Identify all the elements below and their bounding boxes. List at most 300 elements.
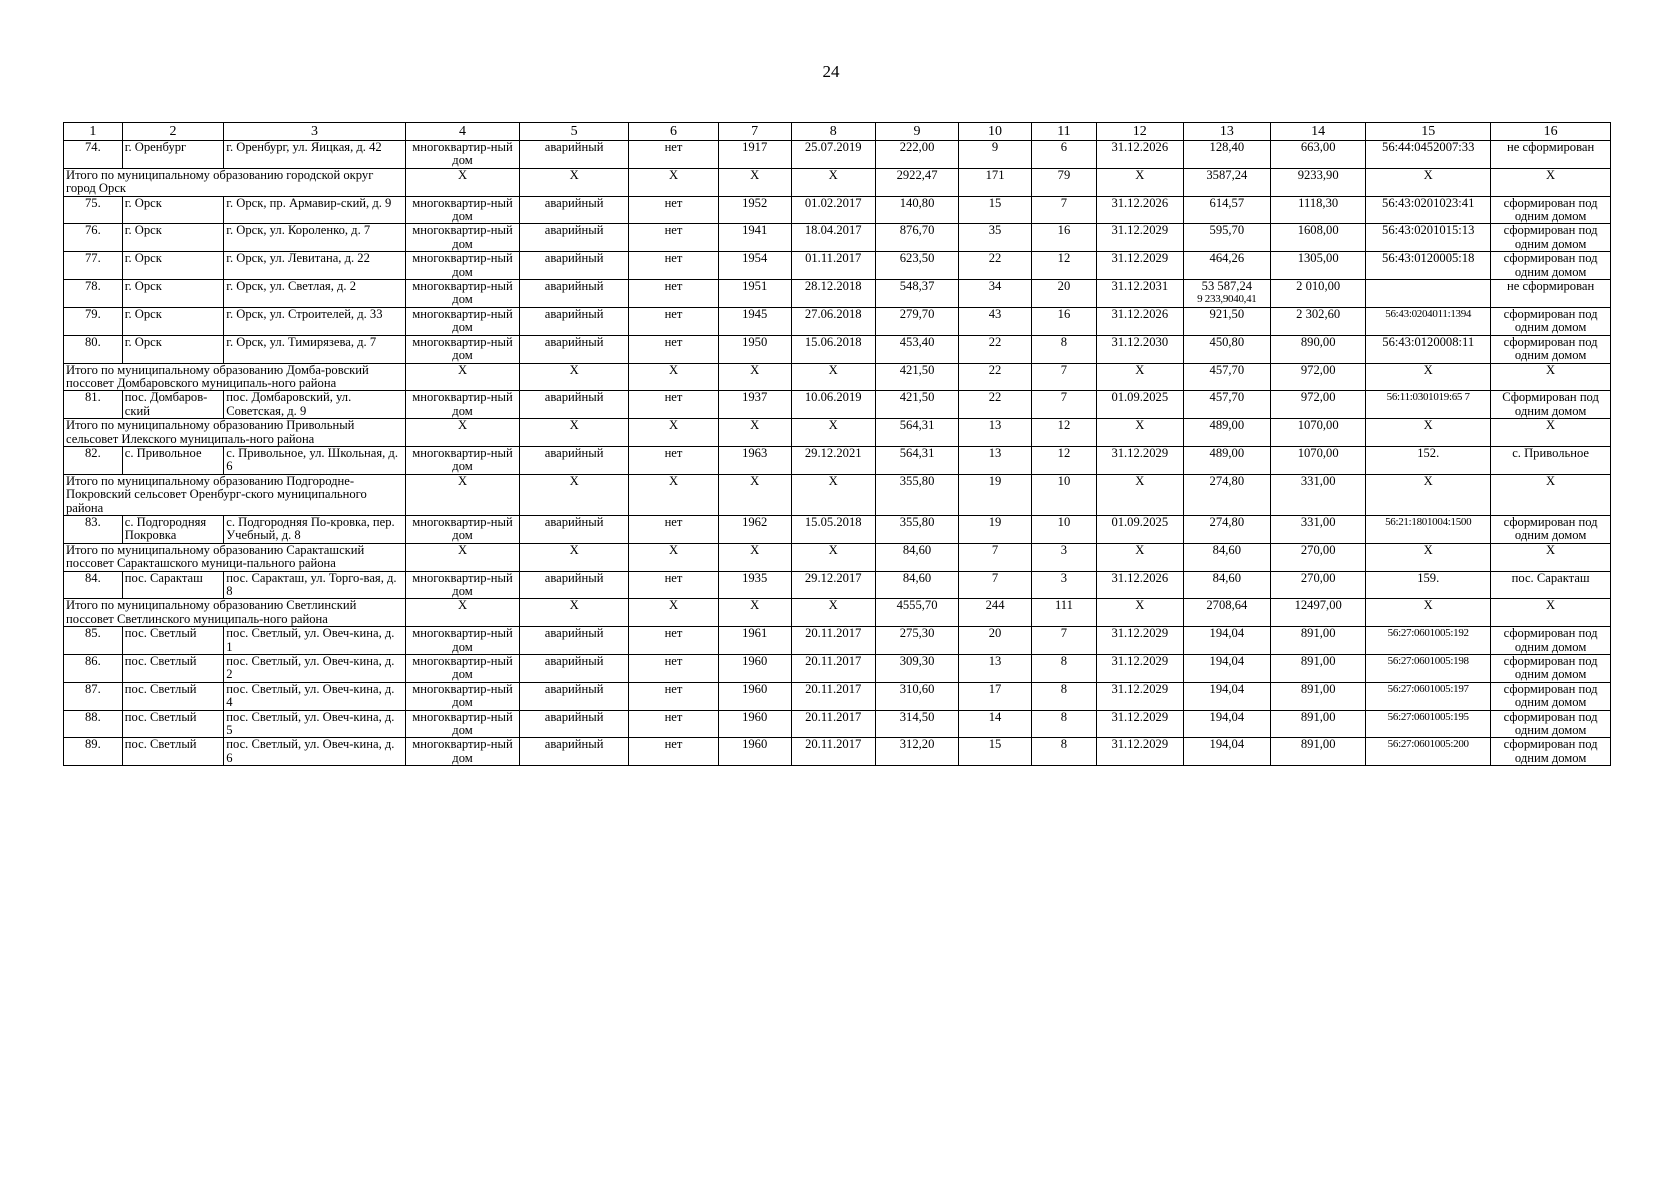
- table-cell: 7: [959, 543, 1032, 571]
- address-cell: пос. Светлый, ул. Овеч-кина, д. 2: [224, 655, 406, 683]
- header-cell: 12: [1097, 123, 1184, 141]
- settlement-cell: пос. Светлый: [122, 710, 223, 738]
- land-status-cell: сформирован под одним домом: [1491, 627, 1611, 655]
- table-cell: [1183, 571, 1271, 599]
- house-type-cell: многоквартир-ный дом: [405, 571, 519, 599]
- table-cell: 13: [959, 655, 1032, 683]
- cadastral-cell: 56:27:0601005:200: [1366, 738, 1491, 766]
- table-cell: 7: [1031, 627, 1096, 655]
- cell-value: 450,80: [1209, 335, 1245, 349]
- table-cell: 01.09.2025: [1097, 391, 1184, 419]
- status-cell: аварийный: [520, 571, 629, 599]
- land-status-cell: сформирован под одним домом: [1491, 710, 1611, 738]
- status-cell: аварийный: [520, 196, 629, 224]
- table-cell: X: [629, 599, 719, 627]
- table-cell: [1183, 710, 1271, 738]
- header-cell: 7: [718, 123, 791, 141]
- land-status-cell: сформирован под одним домом: [1491, 682, 1611, 710]
- area-cell: 876,70: [875, 224, 958, 252]
- row-number: 86.: [64, 655, 123, 683]
- table-cell: 31.12.2029: [1097, 682, 1184, 710]
- table-cell: [1183, 307, 1271, 335]
- table-cell: нет: [629, 335, 719, 363]
- settlement-cell: пос. Светлый: [122, 738, 223, 766]
- table-cell: нет: [629, 224, 719, 252]
- table-body: [64, 141, 1611, 766]
- address-cell: пос. Светлый, ул. Овеч-кина, д. 5: [224, 710, 406, 738]
- table-cell: X: [718, 543, 791, 571]
- table-cell: [1183, 446, 1271, 474]
- table-cell: 2708,64: [1183, 599, 1271, 627]
- row-number: 78.: [64, 280, 123, 308]
- table-cell: 22: [959, 363, 1032, 391]
- table-cell: 20: [1031, 280, 1096, 308]
- table-cell: X: [520, 474, 629, 515]
- table-cell: 31.12.2031: [1097, 280, 1184, 308]
- house-type-cell: многоквартир-ный дом: [405, 280, 519, 308]
- table-cell: 84,60: [875, 543, 958, 571]
- area-cell: 453,40: [875, 335, 958, 363]
- row-number: 76.: [64, 224, 123, 252]
- status-cell: аварийный: [520, 280, 629, 308]
- table-cell: X: [718, 419, 791, 447]
- land-status-cell: не сформирован: [1491, 280, 1611, 308]
- page-number: 24: [822, 62, 840, 81]
- area-cell: 312,20: [875, 738, 958, 766]
- address-cell: г. Оренбург, ул. Яицкая, д. 42: [224, 141, 406, 169]
- row-number: 89.: [64, 738, 123, 766]
- subtotal-row: [64, 363, 1611, 391]
- status-cell: аварийный: [520, 141, 629, 169]
- table-cell: 244: [959, 599, 1032, 627]
- table-cell: 7: [959, 571, 1032, 599]
- table-cell: 7: [1031, 391, 1096, 419]
- row-number: 85.: [64, 627, 123, 655]
- cadastral-cell: 56:44:0452007:33: [1366, 141, 1491, 169]
- year-cell: 1950: [718, 335, 791, 363]
- table-cell: X: [1097, 419, 1184, 447]
- status-cell: аварийный: [520, 307, 629, 335]
- house-type-cell: многоквартир-ный дом: [405, 335, 519, 363]
- table-cell: 31.12.2029: [1097, 224, 1184, 252]
- table-cell: 31.12.2029: [1097, 252, 1184, 280]
- table-row: [64, 627, 1611, 655]
- area-cell: 140,80: [875, 196, 958, 224]
- table-cell: 12: [1031, 446, 1096, 474]
- table-cell: X: [1366, 543, 1491, 571]
- table-cell: X: [520, 168, 629, 196]
- table-cell: X: [791, 168, 875, 196]
- house-type-cell: многоквартир-ный дом: [405, 446, 519, 474]
- table-cell: 22: [959, 391, 1032, 419]
- table-cell: 31.12.2026: [1097, 196, 1184, 224]
- table-cell: 31.12.2029: [1097, 446, 1184, 474]
- table-row: [64, 252, 1611, 280]
- settlement-cell: г. Орск: [122, 196, 223, 224]
- header-cell: 15: [1366, 123, 1491, 141]
- table-cell: X: [405, 543, 519, 571]
- table-cell: нет: [629, 446, 719, 474]
- table-cell: X: [1097, 168, 1184, 196]
- table-row: [64, 335, 1611, 363]
- year-cell: 1945: [718, 307, 791, 335]
- date-cell: 15.06.2018: [791, 335, 875, 363]
- land-status-cell: сформирован под одним домом: [1491, 515, 1611, 543]
- house-type-cell: многоквартир-ный дом: [405, 738, 519, 766]
- header-row: [64, 123, 1611, 141]
- table-cell: X: [629, 419, 719, 447]
- date-cell: 20.11.2017: [791, 655, 875, 683]
- table-cell: 12: [1031, 252, 1096, 280]
- table-cell: X: [1366, 474, 1491, 515]
- settlement-cell: пос. Домбаров-ский: [122, 391, 223, 419]
- cell-value: 614,57: [1209, 196, 1245, 210]
- subtotal-row: [64, 168, 1611, 196]
- date-cell: 27.06.2018: [791, 307, 875, 335]
- table-cell: нет: [629, 252, 719, 280]
- cadastral-cell: 56:27:0601005:197: [1366, 682, 1491, 710]
- house-type-cell: многоквартир-ный дом: [405, 307, 519, 335]
- status-cell: аварийный: [520, 446, 629, 474]
- table-cell: 22: [959, 335, 1032, 363]
- table-cell: X: [405, 168, 519, 196]
- subtotal-row: [64, 543, 1611, 571]
- table-cell: 1118,30: [1271, 196, 1366, 224]
- date-cell: 01.02.2017: [791, 196, 875, 224]
- table-cell: 12497,00: [1271, 599, 1366, 627]
- table-cell: 8: [1031, 335, 1096, 363]
- table-cell: 10: [1031, 515, 1096, 543]
- table-cell: 31.12.2029: [1097, 655, 1184, 683]
- row-number: 83.: [64, 515, 123, 543]
- subtotal-row: [64, 419, 1611, 447]
- table-cell: 1070,00: [1271, 446, 1366, 474]
- cell-value: 464,26: [1209, 251, 1245, 266]
- table-cell: 891,00: [1271, 738, 1366, 766]
- table-row: [64, 515, 1611, 543]
- table-cell: 457,70: [1183, 363, 1271, 391]
- table-cell: нет: [629, 738, 719, 766]
- address-cell: г. Орск, ул. Светлая, д. 2: [224, 280, 406, 308]
- table-cell: [1183, 391, 1271, 419]
- table-cell: 12: [1031, 419, 1096, 447]
- table-row: [64, 446, 1611, 474]
- address-cell: с. Подгородняя По-кровка, пер. Учебный, д. 8: [224, 515, 406, 543]
- table-cell: 3: [1031, 571, 1096, 599]
- settlement-cell: г. Орск: [122, 280, 223, 308]
- area-cell: 310,60: [875, 682, 958, 710]
- table-cell: 16: [1031, 224, 1096, 252]
- table-cell: 4555,70: [875, 599, 958, 627]
- table-cell: X: [1097, 599, 1184, 627]
- area-cell: 275,30: [875, 627, 958, 655]
- table-cell: нет: [629, 391, 719, 419]
- year-cell: 1960: [718, 738, 791, 766]
- table-cell: 14: [959, 710, 1032, 738]
- table-cell: 2922,47: [875, 168, 958, 196]
- table-cell: [1183, 515, 1271, 543]
- table-cell: 19: [959, 515, 1032, 543]
- header-cell: 11: [1031, 123, 1096, 141]
- table-cell: X: [718, 599, 791, 627]
- table-cell: X: [791, 543, 875, 571]
- table-row: [64, 738, 1611, 766]
- cadastral-cell: 56:43:0204011:1394: [1366, 307, 1491, 335]
- table-cell: 13: [959, 419, 1032, 447]
- table-row: [64, 280, 1611, 308]
- cadastral-cell: 56:11:0301019:65 7: [1366, 391, 1491, 419]
- year-cell: 1954: [718, 252, 791, 280]
- land-status-cell: сформирован под одним домом: [1491, 307, 1611, 335]
- header-cell: 5: [520, 123, 629, 141]
- cell-value: 194,04: [1209, 626, 1245, 641]
- table-cell: 34: [959, 280, 1032, 308]
- year-cell: 1952: [718, 196, 791, 224]
- date-cell: 01.11.2017: [791, 252, 875, 280]
- table-cell: [1183, 196, 1271, 224]
- table-cell: 7: [1031, 196, 1096, 224]
- table-cell: 2 010,00: [1271, 280, 1366, 308]
- table-cell: 171: [959, 168, 1032, 196]
- table-cell: 564,31: [875, 419, 958, 447]
- year-cell: 1961: [718, 627, 791, 655]
- header-cell: 4: [405, 123, 519, 141]
- status-cell: аварийный: [520, 627, 629, 655]
- row-number: 77.: [64, 252, 123, 280]
- settlement-cell: г. Орск: [122, 224, 223, 252]
- table-cell: X: [1366, 168, 1491, 196]
- area-cell: 279,70: [875, 307, 958, 335]
- table-row: [64, 307, 1611, 335]
- settlement-cell: г. Орск: [122, 307, 223, 335]
- table-cell: 19: [959, 474, 1032, 515]
- land-status-cell: сформирован под одним домом: [1491, 224, 1611, 252]
- cell-value: 194,04: [1209, 710, 1245, 724]
- table-row: [64, 682, 1611, 710]
- table-cell: нет: [629, 141, 719, 169]
- table-cell: X: [1491, 419, 1611, 447]
- table-cell: 3: [1031, 543, 1096, 571]
- header-cell: 9: [875, 123, 958, 141]
- settlement-cell: с. Подгородняя Покровка: [122, 515, 223, 543]
- land-status-cell: Сформирован под одним домом: [1491, 391, 1611, 419]
- subtotal-row: [64, 599, 1611, 627]
- area-cell: 309,30: [875, 655, 958, 683]
- table-cell: 270,00: [1271, 571, 1366, 599]
- row-number: 82.: [64, 446, 123, 474]
- table-cell: 8: [1031, 710, 1096, 738]
- date-cell: 15.05.2018: [791, 515, 875, 543]
- table-cell: X: [1366, 419, 1491, 447]
- table-cell: нет: [629, 515, 719, 543]
- cadastral-cell: 152.: [1366, 446, 1491, 474]
- table-row: [64, 710, 1611, 738]
- table-row: [64, 655, 1611, 683]
- table-cell: 111: [1031, 599, 1096, 627]
- date-cell: 20.11.2017: [791, 627, 875, 655]
- status-cell: аварийный: [520, 391, 629, 419]
- header-cell: 6: [629, 123, 719, 141]
- table-row: [64, 141, 1611, 169]
- date-cell: 18.04.2017: [791, 224, 875, 252]
- table-cell: 16: [1031, 307, 1096, 335]
- table-cell: X: [629, 363, 719, 391]
- cadastral-cell: 56:21:1801004:1500: [1366, 515, 1491, 543]
- table-cell: 9: [959, 141, 1032, 169]
- table-cell: нет: [629, 196, 719, 224]
- house-type-cell: многоквартир-ный дом: [405, 391, 519, 419]
- year-cell: 1963: [718, 446, 791, 474]
- status-cell: аварийный: [520, 710, 629, 738]
- table-cell: X: [791, 599, 875, 627]
- land-status-cell: не сформирован: [1491, 141, 1611, 169]
- table-cell: 43: [959, 307, 1032, 335]
- settlement-cell: пос. Светлый: [122, 682, 223, 710]
- table-cell: X: [405, 474, 519, 515]
- cadastral-cell: 56:43:0120005:18: [1366, 252, 1491, 280]
- table-cell: X: [1366, 363, 1491, 391]
- table-cell: [1183, 224, 1271, 252]
- date-cell: 29.12.2017: [791, 571, 875, 599]
- year-cell: 1941: [718, 224, 791, 252]
- table-cell: X: [791, 474, 875, 515]
- table-cell: 31.12.2026: [1097, 307, 1184, 335]
- cell-value: 53 587,24: [1201, 279, 1253, 294]
- address-cell: г. Орск, пр. Армавир-ский, д. 9: [224, 196, 406, 224]
- table-cell: X: [520, 543, 629, 571]
- header-cell: 8: [791, 123, 875, 141]
- settlement-cell: г. Оренбург: [122, 141, 223, 169]
- table-cell: X: [520, 363, 629, 391]
- table-cell: 9233,90: [1271, 168, 1366, 196]
- address-cell: пос. Светлый, ул. Овеч-кина, д. 1: [224, 627, 406, 655]
- date-cell: 20.11.2017: [791, 738, 875, 766]
- year-cell: 1951: [718, 280, 791, 308]
- address-cell: г. Орск, ул. Короленко, д. 7: [224, 224, 406, 252]
- table-row: [64, 196, 1611, 224]
- header-cell: 10: [959, 123, 1032, 141]
- house-type-cell: многоквартир-ный дом: [405, 224, 519, 252]
- area-cell: 222,00: [875, 141, 958, 169]
- table-cell: 31.12.2026: [1097, 141, 1184, 169]
- house-type-cell: многоквартир-ный дом: [405, 141, 519, 169]
- year-cell: 1960: [718, 710, 791, 738]
- date-cell: 28.12.2018: [791, 280, 875, 308]
- header-cell: 1: [64, 123, 123, 141]
- table-cell: X: [629, 168, 719, 196]
- house-type-cell: многоквартир-ный дом: [405, 627, 519, 655]
- house-type-cell: многоквартир-ный дом: [405, 710, 519, 738]
- table-cell: нет: [629, 307, 719, 335]
- table-cell: 274,80: [1183, 474, 1271, 515]
- address-cell: пос. Светлый, ул. Овеч-кина, д. 6: [224, 738, 406, 766]
- table-cell: [1183, 252, 1271, 280]
- table-cell: [1183, 738, 1271, 766]
- address-cell: г. Орск, ул. Левитана, д. 22: [224, 252, 406, 280]
- subtotal-label: Итого по муниципальному образованию Саракташский поссовет Саракташского муници-пального района: [64, 543, 406, 571]
- year-cell: 1960: [718, 682, 791, 710]
- row-number: 74.: [64, 141, 123, 169]
- table-cell: [1183, 655, 1271, 683]
- year-cell: 1935: [718, 571, 791, 599]
- table-cell: X: [1097, 363, 1184, 391]
- settlement-cell: пос. Светлый: [122, 627, 223, 655]
- table-cell: 84,60: [1183, 543, 1271, 571]
- cell-value: 274,80: [1209, 515, 1245, 529]
- cell-value: 489,00: [1209, 446, 1245, 460]
- date-cell: 20.11.2017: [791, 710, 875, 738]
- table-cell: 891,00: [1271, 682, 1366, 710]
- status-cell: аварийный: [520, 682, 629, 710]
- cadastral-cell: 159.: [1366, 571, 1491, 599]
- row-number: 81.: [64, 391, 123, 419]
- table-cell: 270,00: [1271, 543, 1366, 571]
- land-status-cell: с. Привольное: [1491, 446, 1611, 474]
- table-cell: X: [718, 168, 791, 196]
- table-cell: X: [718, 363, 791, 391]
- settlement-cell: с. Привольное: [122, 446, 223, 474]
- header-cell: 14: [1271, 123, 1366, 141]
- header-cell: 3: [224, 123, 406, 141]
- table-cell: 355,80: [875, 474, 958, 515]
- land-status-cell: сформирован под одним домом: [1491, 196, 1611, 224]
- table-cell: 663,00: [1271, 141, 1366, 169]
- table-cell: 1305,00: [1271, 252, 1366, 280]
- table-cell: 331,00: [1271, 474, 1366, 515]
- table-cell: [1183, 682, 1271, 710]
- land-status-cell: пос. Саракташ: [1491, 571, 1611, 599]
- table-cell: 15: [959, 196, 1032, 224]
- table-cell: [1183, 335, 1271, 363]
- address-cell: пос. Светлый, ул. Овеч-кина, д. 4: [224, 682, 406, 710]
- status-cell: аварийный: [520, 252, 629, 280]
- cadastral-cell: 56:27:0601005:198: [1366, 655, 1491, 683]
- table-cell: 31.12.2030: [1097, 335, 1184, 363]
- table-cell: X: [1491, 543, 1611, 571]
- table-cell: X: [1491, 168, 1611, 196]
- cell-value: 457,70: [1209, 390, 1245, 405]
- cell-value-secondary: 9 233,9040,41: [1197, 293, 1257, 306]
- header-cell: 16: [1491, 123, 1611, 141]
- row-number: 79.: [64, 307, 123, 335]
- table-cell: 79: [1031, 168, 1096, 196]
- table-cell: X: [718, 474, 791, 515]
- table-cell: X: [405, 363, 519, 391]
- land-status-cell: сформирован под одним домом: [1491, 655, 1611, 683]
- area-cell: 355,80: [875, 515, 958, 543]
- table-cell: 7: [1031, 363, 1096, 391]
- table-cell: 1070,00: [1271, 419, 1366, 447]
- date-cell: 10.06.2019: [791, 391, 875, 419]
- land-status-cell: сформирован под одним домом: [1491, 335, 1611, 363]
- subtotal-label: Итого по муниципальному образованию Привольный сельсовет Илекского муниципаль-ного района: [64, 419, 406, 447]
- table-cell: нет: [629, 627, 719, 655]
- table-cell: X: [1366, 599, 1491, 627]
- cell-value: 84,60: [1212, 571, 1242, 585]
- table-cell: 31.12.2029: [1097, 627, 1184, 655]
- land-status-cell: сформирован под одним домом: [1491, 738, 1611, 766]
- table-cell: нет: [629, 710, 719, 738]
- row-number: 88.: [64, 710, 123, 738]
- status-cell: аварийный: [520, 738, 629, 766]
- table-cell: 331,00: [1271, 515, 1366, 543]
- table-cell: 489,00: [1183, 419, 1271, 447]
- table-cell: 17: [959, 682, 1032, 710]
- table-cell: 20: [959, 627, 1032, 655]
- cell-value: 194,04: [1209, 654, 1245, 669]
- house-type-cell: многоквартир-ный дом: [405, 252, 519, 280]
- table-cell: X: [791, 419, 875, 447]
